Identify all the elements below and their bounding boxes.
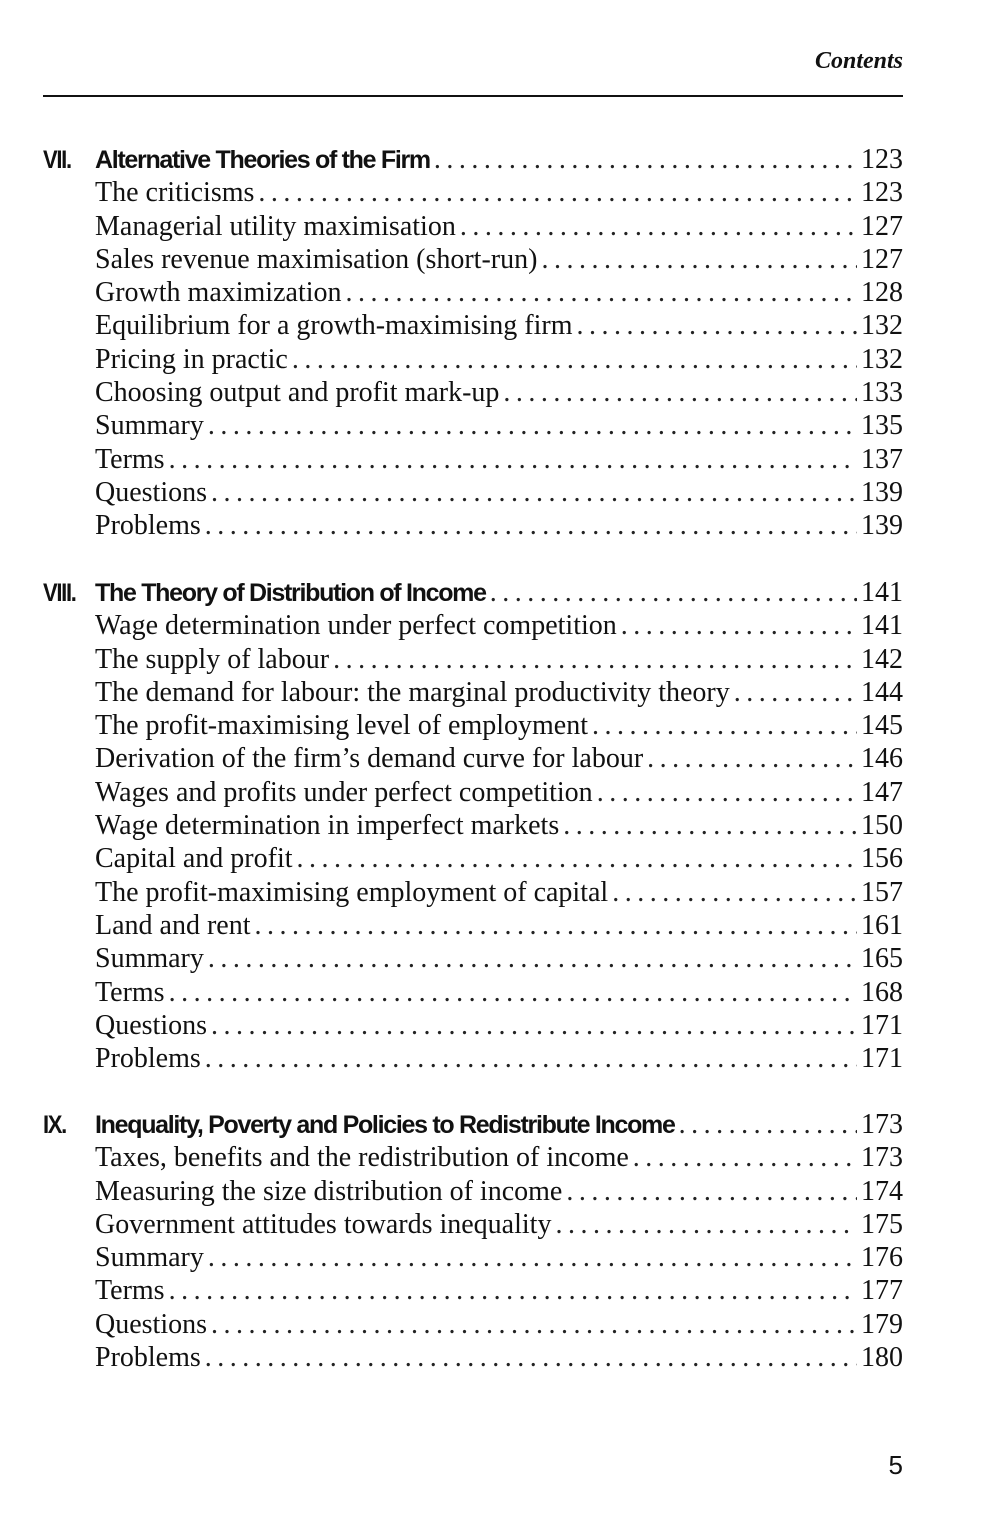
dot-leader xyxy=(592,709,857,742)
entry-title: Questions xyxy=(95,476,207,508)
page-number-ref: 168 xyxy=(861,976,903,1008)
entry-title: Summary xyxy=(95,943,204,975)
entry-title: Land and rent xyxy=(95,909,251,941)
entry-title: Taxes, benefits and the redistribution of income xyxy=(95,1142,629,1174)
toc-entry[interactable] xyxy=(43,376,903,409)
entry-title: Questions xyxy=(95,1308,207,1340)
entry-title: Wage determination under perfect competition xyxy=(95,610,617,642)
page-number-ref: 175 xyxy=(861,1208,903,1240)
toc-entry[interactable] xyxy=(43,709,903,742)
dot-leader xyxy=(679,1108,857,1141)
entry-title: Wage determination in imperfect markets xyxy=(95,810,560,842)
dot-leader xyxy=(205,1042,857,1075)
toc-entry[interactable] xyxy=(43,976,903,1009)
entry-title: The demand for labour: the marginal productivity theory xyxy=(95,676,730,708)
toc-entry[interactable] xyxy=(43,876,903,909)
chapter-title: Inequality, Poverty and Policies to Redistribute Income xyxy=(95,1111,675,1139)
entry-title: Government attitudes towards inequality xyxy=(95,1208,552,1240)
page-number-ref: 144 xyxy=(861,676,903,708)
page-number-ref: 150 xyxy=(861,810,903,842)
toc-entry[interactable] xyxy=(43,742,903,775)
page-number-ref: 123 xyxy=(861,177,903,209)
entry-title: Wages and profits under perfect competition xyxy=(95,776,593,808)
toc-entry[interactable] xyxy=(43,1341,903,1374)
toc-entry[interactable] xyxy=(43,1175,903,1208)
chapter-numeral: IX. xyxy=(43,1111,66,1139)
toc-entry[interactable] xyxy=(43,909,903,942)
page-number-ref: 173 xyxy=(861,1109,903,1140)
dot-leader xyxy=(566,1175,857,1208)
toc-section xyxy=(43,1108,903,1374)
entry-title: The criticisms xyxy=(95,177,255,209)
toc-entry[interactable] xyxy=(43,1042,903,1075)
toc-entry[interactable] xyxy=(43,276,903,309)
dot-leader xyxy=(205,1341,857,1374)
page-number-ref: 141 xyxy=(861,577,903,608)
toc-entry[interactable] xyxy=(43,243,903,276)
chapter-numeral: VIII. xyxy=(43,579,76,607)
toc-entry[interactable] xyxy=(43,609,903,642)
dot-leader xyxy=(169,976,857,1009)
entry-title: Problems xyxy=(95,510,201,542)
toc-entry[interactable] xyxy=(43,343,903,376)
toc-entry[interactable] xyxy=(43,809,903,842)
chapter-heading[interactable] xyxy=(43,143,903,176)
dot-leader xyxy=(169,1274,857,1307)
toc-entry[interactable] xyxy=(43,476,903,509)
page-number-ref: 156 xyxy=(861,843,903,875)
page-number-ref: 132 xyxy=(861,310,903,342)
page-number: 5 xyxy=(888,1450,903,1480)
toc-section xyxy=(43,143,903,543)
dot-leader xyxy=(346,276,857,309)
entry-title: Terms xyxy=(95,443,165,475)
dot-leader xyxy=(211,476,857,509)
dot-leader xyxy=(647,742,857,775)
entry-title: Sales revenue maximisation (short-run) xyxy=(95,243,538,275)
entry-title: The profit-maximising level of employment xyxy=(95,710,588,742)
page-number-ref: 165 xyxy=(861,943,903,975)
toc-entry[interactable] xyxy=(43,842,903,875)
chapter-heading[interactable] xyxy=(43,576,903,609)
toc-entry[interactable] xyxy=(43,1009,903,1042)
dot-leader xyxy=(503,376,857,409)
page-number-ref: 128 xyxy=(861,277,903,309)
dot-leader xyxy=(211,1009,857,1042)
entry-title: Terms xyxy=(95,1275,165,1307)
entry-title: Derivation of the firm’s demand curve for labour xyxy=(95,743,644,775)
dot-leader xyxy=(576,309,857,342)
dot-leader xyxy=(208,1241,857,1274)
entry-title: Questions xyxy=(95,1009,207,1041)
dot-leader xyxy=(555,1208,857,1241)
page-number-ref: 137 xyxy=(861,443,903,475)
toc-entry[interactable] xyxy=(43,443,903,476)
entry-title: Pricing in practic xyxy=(95,343,288,375)
page-number-ref: 174 xyxy=(861,1175,903,1207)
page-number-ref: 142 xyxy=(861,643,903,675)
toc-entry[interactable] xyxy=(43,1274,903,1307)
page-number-ref: 127 xyxy=(861,243,903,275)
chapter-heading[interactable] xyxy=(43,1108,903,1141)
dot-leader xyxy=(633,1141,857,1174)
entry-title: The profit-maximising employment of capital xyxy=(95,876,609,908)
page-number-ref: 173 xyxy=(861,1142,903,1174)
toc-entry[interactable] xyxy=(43,776,903,809)
page-number-ref: 141 xyxy=(861,610,903,642)
entry-title: Problems xyxy=(95,1342,201,1374)
entry-title: Choosing output and profit mark-up xyxy=(95,377,500,409)
entry-title: Terms xyxy=(95,976,165,1008)
page-number-ref: 146 xyxy=(861,743,903,775)
page-number-ref: 135 xyxy=(861,410,903,442)
toc-entry[interactable] xyxy=(43,309,903,342)
toc-entry[interactable] xyxy=(43,176,903,209)
dot-leader xyxy=(541,243,857,276)
chapter-numeral: VII. xyxy=(43,146,71,174)
dot-leader xyxy=(169,443,857,476)
dot-leader xyxy=(255,909,858,942)
toc-entry[interactable] xyxy=(43,1208,903,1241)
toc-entry[interactable] xyxy=(43,1308,903,1341)
dot-leader xyxy=(434,143,857,176)
header-rule xyxy=(43,95,903,97)
dot-leader xyxy=(208,942,857,975)
entry-title: Problems xyxy=(95,1043,201,1075)
entry-title: Equilibrium for a growth-maximising firm xyxy=(95,310,573,342)
page-number-ref: 132 xyxy=(861,343,903,375)
toc-section xyxy=(43,576,903,1075)
dot-leader xyxy=(333,643,857,676)
dot-leader xyxy=(597,776,857,809)
dot-leader xyxy=(258,176,857,209)
running-head: Contents xyxy=(814,48,903,74)
chapter-title: The Theory of Distribution of Income xyxy=(95,579,486,607)
toc-entry[interactable] xyxy=(43,942,903,975)
page-number-ref: 177 xyxy=(861,1275,903,1307)
entry-title: The supply of labour xyxy=(95,643,330,675)
dot-leader xyxy=(563,809,857,842)
entry-title: Capital and profit xyxy=(95,843,293,875)
page-number-ref: 176 xyxy=(861,1242,903,1274)
dot-leader xyxy=(297,842,857,875)
dot-leader xyxy=(208,409,857,442)
toc-entry[interactable] xyxy=(43,1141,903,1174)
dot-leader xyxy=(205,509,857,542)
toc-entry[interactable] xyxy=(43,676,903,709)
page-number-ref: 139 xyxy=(861,510,903,542)
page-number-ref: 139 xyxy=(861,476,903,508)
page-number-ref: 147 xyxy=(861,776,903,808)
page-number-ref: 157 xyxy=(861,876,903,908)
dot-leader xyxy=(292,343,857,376)
dot-leader xyxy=(621,609,857,642)
toc-entry[interactable] xyxy=(43,409,903,442)
entry-title: Summary xyxy=(95,410,204,442)
toc-entry[interactable] xyxy=(43,210,903,243)
toc-entry[interactable] xyxy=(43,509,903,542)
dot-leader xyxy=(460,210,857,243)
page-number-ref: 145 xyxy=(861,710,903,742)
chapter-title: Alternative Theories of the Firm xyxy=(95,146,430,174)
page-number-ref: 123 xyxy=(861,144,903,175)
entry-title: Growth maximization xyxy=(95,277,342,309)
page-number-ref: 179 xyxy=(861,1308,903,1340)
entry-title: Summary xyxy=(95,1242,204,1274)
page-number-ref: 171 xyxy=(861,1043,903,1075)
page-number-ref: 133 xyxy=(861,377,903,409)
dot-leader xyxy=(211,1308,857,1341)
page-number-ref: 127 xyxy=(861,210,903,242)
dot-leader xyxy=(612,876,857,909)
page-number-ref: 161 xyxy=(861,909,903,941)
page-number-ref: 171 xyxy=(861,1009,903,1041)
dot-leader xyxy=(734,676,857,709)
entry-title: Measuring the size distribution of income xyxy=(95,1175,563,1207)
page-number-ref: 180 xyxy=(861,1342,903,1374)
dot-leader xyxy=(490,576,857,609)
toc-entry[interactable] xyxy=(43,1241,903,1274)
entry-title: Managerial utility maximisation xyxy=(95,210,456,242)
toc-entry[interactable] xyxy=(43,643,903,676)
